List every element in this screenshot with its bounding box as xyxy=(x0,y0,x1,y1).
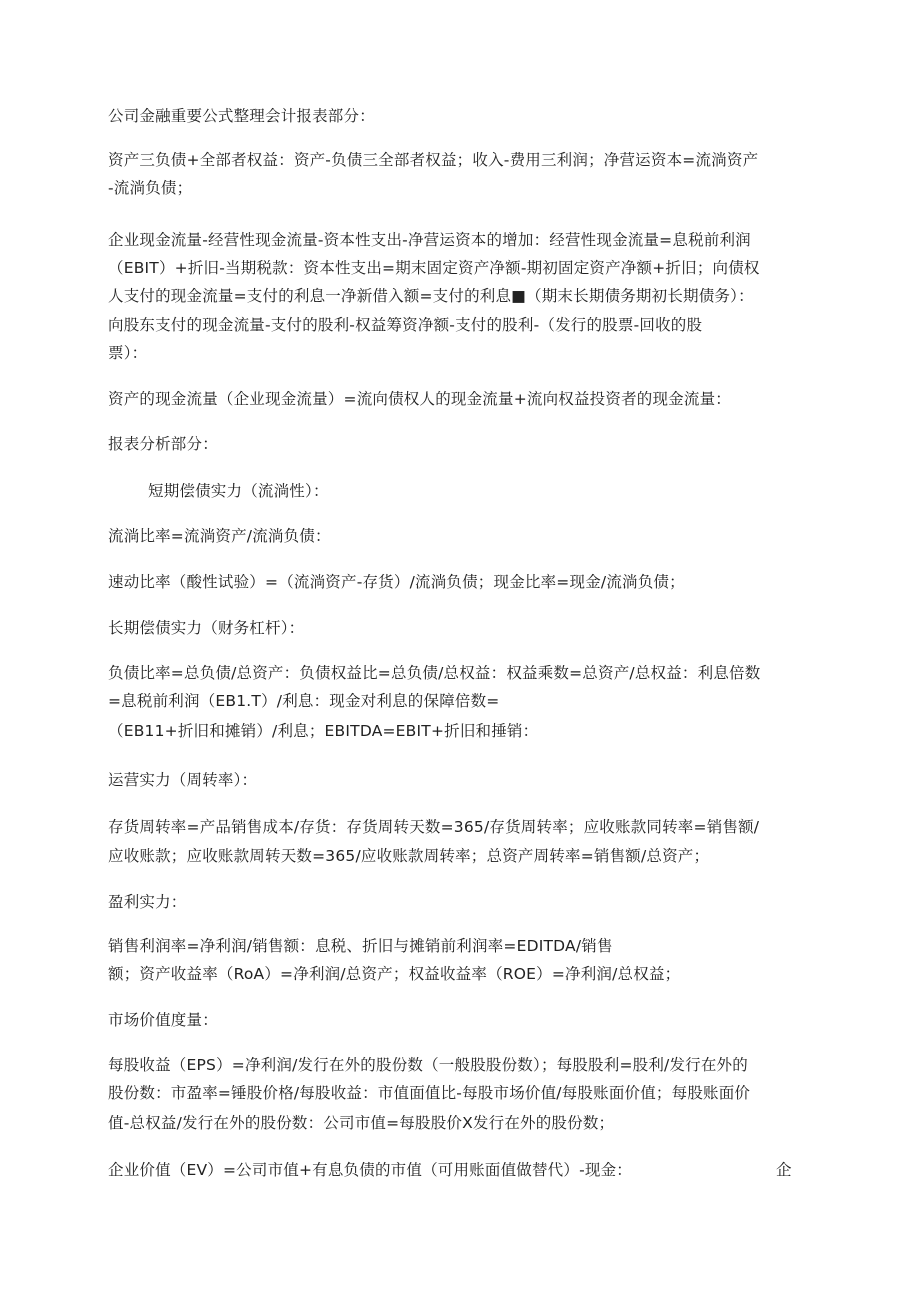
text-line: =息税前利润（EB1.T）/利息：现金对利息的保障倍数= xyxy=(108,692,500,710)
text-line: 每股收益（EPS）=净利润/发行在外的股份数（一般股股份数）；每股股利=股利/发行在外的 xyxy=(108,1056,748,1074)
text-line: 企业现金流量-经营性现金流量-资本性支出-净营运资本的增加：经营性现金流量=息税前利润 xyxy=(108,231,751,249)
text-line: 存货周转率=产品销售成本/存货：存货周转天数=365/存货周转率；应收账款同转率=销售额/ xyxy=(108,818,760,836)
text-line: 人支付的现金流量=支付的利息一净新借入额=支付的利息■（期末长期债务期初长期债务）： xyxy=(108,287,754,305)
text-line: （EBIT）+折旧-当期税款：资本性支出=期末固定资产净额-期初固定资产净额+折旧；向债权 xyxy=(108,259,760,277)
subheading-turnover: 运营实力（周转率）： xyxy=(108,771,258,789)
text-line: 销售利润率=净利润/销售额：息税、折旧与摊销前利润率=EDITDA/销售 xyxy=(108,937,613,955)
text-line: 票）： xyxy=(108,344,148,362)
subheading-short-term-solvency: 短期偿债实力（流淌性）： xyxy=(148,482,329,500)
text-line: 应收账款；应收账款周转天数=365/应收账款周转率；总资产周转率=销售额/总资产； xyxy=(108,847,710,865)
trailing-character: 企 xyxy=(776,1161,792,1179)
text-line: （EB11+折旧和摊销）/利息；EBITDA=EBIT+折旧和捶销： xyxy=(108,722,539,740)
subheading-market-value: 市场价值度量： xyxy=(108,1011,218,1029)
text-line: 企业价值（EV）=公司市值+有息负债的市值（可用账面值做替代）-现金： xyxy=(108,1161,632,1179)
text-line: 股份数：市盈率=锤股价格/每股收益：市值面值比-每股市场价值/每股账面价值；每股账面价 xyxy=(108,1084,751,1102)
text-line: 流淌比率=流淌资产/流淌负债： xyxy=(108,527,331,545)
subheading-long-term-solvency: 长期偿债实力（财务杠杆）： xyxy=(108,619,305,637)
text-line: 速动比率（酸性试验）=（流淌资产-存货）/流淌负债；现金比率=现金/流淌负债； xyxy=(108,573,685,591)
section-heading-report-analysis: 报表分析部分： xyxy=(108,435,218,453)
text-line: 向股东支付的现金流量-支付的股利-权益筹资净额-支付的股利-（发行的股票-回收的股 xyxy=(108,316,703,334)
text-line: 负债比率=总负债/总资产：负债权益比=总负债/总权益：权益乘数=总资产/总权益：利息倍数 xyxy=(108,664,761,682)
text-line: -流淌负债； xyxy=(108,179,193,197)
heading-accounting-formulas: 公司金融重要公式整理会计报表部分： xyxy=(108,107,375,125)
text-line: 资产三负债+全部者权益：资产-负债三全部者权益；收入-费用三利润；净营运资本=流淌资产 xyxy=(108,151,759,169)
subheading-profitability: 盈利实力： xyxy=(108,893,187,911)
text-line: 额；资产收益率（RoA）=净利润/总资产；权益收益率（ROE）=净利润/总权益； xyxy=(108,965,681,983)
text-line: 值-总权益/发行在外的股份数：公司市值=每股股价X发行在外的股份数； xyxy=(108,1114,615,1132)
text-line: 资产的现金流量（企业现金流量）=流向债权人的现金流量+流向权益投资者的现金流量： xyxy=(108,390,731,408)
